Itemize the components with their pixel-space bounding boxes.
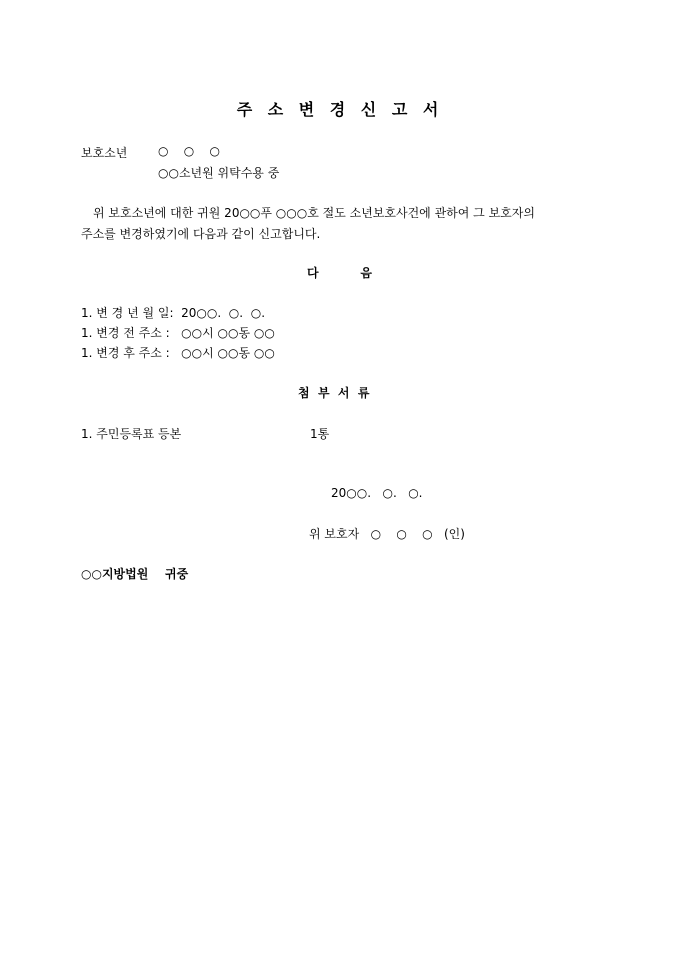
juvenile-status: ○○소년원 위탁수용 중 [158, 166, 280, 180]
attachments-heading: 첨 부 서 류 [298, 386, 370, 400]
court-addressee: ○○지방법원 귀중 [81, 567, 189, 581]
document-title: 주 소 변 경 신 고 서 [236, 100, 444, 119]
body-text-line-1: 위 보호소년에 대한 귀원 20○○푸 ○○○호 절도 소년보호사건에 관하여 그 보호자의 [93, 206, 535, 220]
item-address-after: 1. 변경 후 주소 : ○○시 ○○동 ○○ [81, 346, 275, 360]
section-heading: 다 음 [307, 266, 372, 280]
juvenile-label: 보호소년 [81, 146, 128, 160]
item-change-date: 1. 변 경 년 월 일: 20○○. ○. ○. [81, 306, 266, 320]
item-address-before: 1. 변경 전 주소 : ○○시 ○○동 ○○ [81, 326, 275, 340]
attachment-count: 1통 [310, 427, 330, 441]
attachment-name: 1. 주민등록표 등본 [81, 427, 182, 441]
guardian-signature: 위 보호자 ○ ○ ○ (인) [309, 527, 465, 541]
filing-date: 20○○. ○. ○. [331, 486, 423, 500]
body-text-line-2: 주소를 변경하였기에 다음과 같이 신고합니다. [81, 227, 321, 241]
juvenile-name: ○ ○ ○ [158, 144, 220, 158]
